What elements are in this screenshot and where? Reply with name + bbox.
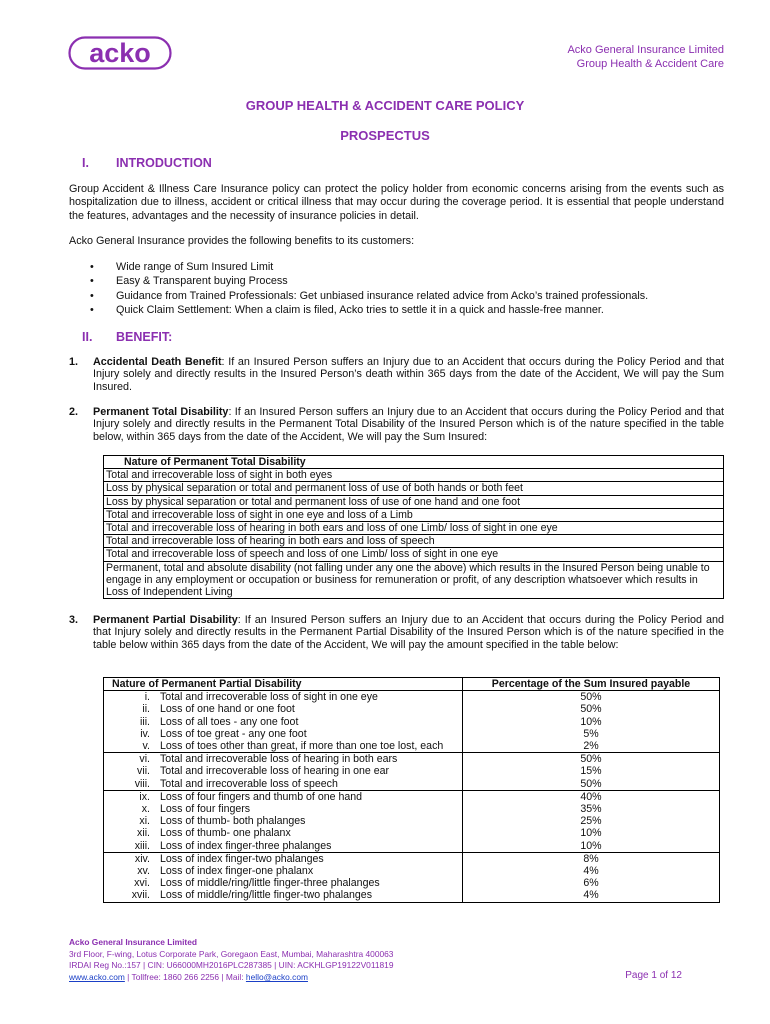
row-description: Loss of all toes - any one foot bbox=[158, 716, 463, 728]
table-row bbox=[104, 508, 724, 521]
row-percentage: 40% bbox=[463, 790, 720, 803]
table-cell: Total and irrecoverable loss of hearing in both ears and loss of speech bbox=[104, 535, 724, 548]
intro-paragraph: Group Accident & Illness Care Insurance policy can protect the policy holder from economic concerns arising from the events such as hospitalization due to illness, accident or critical illness that may occur during the coverage period. It is essential that people understand the features, advantages and the necessity of insurance policies in detail. bbox=[69, 183, 724, 222]
table-row bbox=[104, 753, 720, 766]
table-row bbox=[104, 740, 720, 753]
table-row bbox=[104, 877, 720, 889]
table-row bbox=[104, 815, 720, 827]
row-number: xi. bbox=[139, 815, 150, 828]
section-benefit-heading bbox=[82, 330, 172, 344]
row-description: Total and irrecoverable loss of hearing in one ear bbox=[158, 765, 463, 777]
row-description: Total and irrecoverable loss of speech bbox=[158, 778, 463, 791]
document-subtitle: PROSPECTUS bbox=[340, 128, 430, 143]
row-percentage: 50% bbox=[580, 703, 602, 716]
row-description: Loss of middle/ring/little finger-two phalanges bbox=[158, 889, 463, 902]
table-row bbox=[104, 765, 720, 777]
row-percentage: 8% bbox=[463, 852, 720, 865]
ptd-table-header: Nature of Permanent Total Disability bbox=[104, 456, 724, 469]
table-row bbox=[104, 535, 724, 548]
row-percentage: 10% bbox=[580, 839, 602, 852]
row-number: xv. bbox=[137, 865, 150, 878]
row-description: Loss of one hand or one foot bbox=[158, 703, 463, 715]
table-cell: Total and irrecoverable loss of sight in one eye and loss of a Limb bbox=[104, 508, 724, 521]
row-description: Loss of index finger-three phalanges bbox=[158, 840, 463, 853]
benefit-permanent-total-disability bbox=[69, 406, 724, 443]
row-number: xiv. bbox=[104, 852, 159, 865]
section-title: INTRODUCTION bbox=[116, 156, 212, 170]
row-description: Loss of middle/ring/little finger-three phalanges bbox=[158, 877, 463, 889]
table-cell: Total and irrecoverable loss of sight in both eyes bbox=[104, 469, 724, 482]
table-row bbox=[104, 852, 720, 865]
row-percentage: 50% bbox=[463, 753, 720, 766]
row-number: v. bbox=[142, 740, 150, 753]
row-percentage: 50% bbox=[580, 691, 602, 704]
ppd-header-percentage: Percentage of the Sum Insured payable bbox=[463, 678, 720, 691]
ppd-header-nature: Nature of Permanent Partial Disability bbox=[104, 678, 463, 691]
table-row bbox=[104, 522, 724, 535]
item-number: 3. bbox=[69, 614, 79, 626]
header-product: Group Health & Accident Care bbox=[576, 58, 724, 70]
section-number: II. bbox=[82, 330, 93, 344]
row-percentage: 4% bbox=[583, 889, 599, 902]
row-description: Loss of index finger-two phalanges bbox=[158, 852, 463, 865]
benefits-intro: Acko General Insurance provides the following benefits to its customers: bbox=[69, 235, 415, 247]
item-number: 1. bbox=[69, 356, 79, 368]
row-number: vi. bbox=[104, 753, 159, 766]
row-description: Loss of index finger-one phalanx bbox=[158, 865, 463, 877]
mail-link[interactable]: hello@acko.com bbox=[245, 971, 308, 982]
footer-tollfree: | Tollfree: 1860 266 2256 | Mail: bbox=[124, 971, 246, 982]
row-percentage: 6% bbox=[583, 877, 599, 890]
item-title: Permanent Partial Disability bbox=[93, 614, 238, 626]
page-label: Page bbox=[625, 970, 652, 981]
benefits-list bbox=[88, 260, 648, 317]
table-row bbox=[104, 790, 720, 803]
page-total: 12 bbox=[670, 970, 682, 981]
page-of: of bbox=[656, 970, 671, 981]
table-row bbox=[104, 469, 724, 482]
row-description: Total and irrecoverable loss of sight in one eye bbox=[158, 691, 463, 704]
row-number: ix. bbox=[104, 790, 159, 803]
benefit-accidental-death bbox=[69, 356, 724, 393]
table-cell: Loss by physical separation or total and permanent loss of use of one hand and one foot bbox=[104, 495, 724, 508]
table-row bbox=[104, 827, 720, 839]
list-item: • Guidance from Trained Professionals: Get unbiased insurance related advice from Acko’s trained professionals. bbox=[88, 289, 648, 303]
table-cell: Total and irrecoverable loss of hearing in both ears and loss of one Limb/ loss of sight in one eye bbox=[104, 522, 724, 535]
row-number: xii. bbox=[137, 827, 150, 840]
table-row bbox=[104, 561, 724, 599]
table-row bbox=[104, 778, 720, 791]
footer-address: 3rd Floor, F-wing, Lotus Corporate Park, Goregaon East, Mumbai, Maharashtra 400063 bbox=[69, 948, 394, 959]
row-percentage: 50% bbox=[580, 777, 602, 790]
item-text: : If an Insured Person suffers an Injury due to an Accident that occurs during the Policy Period and that Injury solely and directly results in the Insured Person’s death within 365 days from the date of the Accident, We will pay the Sum Insured. bbox=[93, 356, 724, 393]
row-percentage: 10% bbox=[580, 827, 602, 840]
row-number: xvi. bbox=[134, 877, 150, 890]
item-title: Permanent Total Disability bbox=[93, 406, 229, 418]
row-number: iv. bbox=[140, 727, 150, 740]
benefit-permanent-partial-disability bbox=[69, 614, 724, 651]
row-number: xiii. bbox=[134, 839, 150, 852]
table-row bbox=[104, 865, 720, 877]
row-number: xvii. bbox=[131, 889, 150, 902]
header-company-block bbox=[567, 43, 724, 71]
table-cell: Permanent, total and absolute disability (not falling under any one the above) which results in the Insured Person being unable to engage in any employment or occupation or business for remuneration or profit, of any description whatsoever which results in Loss of Independent Living bbox=[104, 561, 724, 599]
table-row bbox=[104, 548, 724, 561]
table-row bbox=[104, 691, 720, 704]
row-description: Loss of toe great - any one foot bbox=[158, 728, 463, 740]
item-title: Accidental Death Benefit bbox=[93, 356, 222, 368]
table-row bbox=[104, 728, 720, 740]
header-company: Acko General Insurance Limited bbox=[567, 44, 724, 56]
table-row bbox=[104, 889, 720, 902]
acko-logo bbox=[68, 36, 172, 70]
row-description: Total and irrecoverable loss of hearing in both ears bbox=[158, 753, 463, 766]
table-row bbox=[104, 482, 724, 495]
row-percentage: 2% bbox=[583, 740, 599, 753]
table-row bbox=[104, 803, 720, 815]
section-number: I. bbox=[82, 156, 89, 170]
table-cell: Total and irrecoverable loss of speech and loss of one Limb/ loss of sight in one eye bbox=[104, 548, 724, 561]
footer-contact bbox=[69, 972, 394, 984]
table-row bbox=[104, 840, 720, 853]
logo-text: acko bbox=[89, 38, 151, 68]
row-percentage: 35% bbox=[580, 803, 602, 816]
section-introduction-heading bbox=[82, 156, 212, 170]
row-percentage: 25% bbox=[580, 815, 602, 828]
row-number: ii. bbox=[142, 703, 150, 716]
table-cell: Loss by physical separation or total and permanent loss of use of both hands or both feet bbox=[104, 482, 724, 495]
row-number: vii. bbox=[137, 765, 150, 778]
table-row bbox=[104, 703, 720, 715]
ppd-table-body bbox=[104, 691, 720, 902]
page-number bbox=[625, 970, 682, 981]
row-number: viii. bbox=[134, 777, 150, 790]
row-number: i. bbox=[144, 691, 150, 704]
list-item: • Quick Claim Settlement: When a claim is filed, Acko tries to settle it in a quick and hassle-free manner. bbox=[88, 303, 648, 317]
page-current: 1 bbox=[651, 970, 657, 981]
row-description: Loss of thumb- one phalanx bbox=[158, 827, 463, 839]
item-text: : If an Insured Person suffers an Injury due to an Accident that occurs during the Policy Period and that Injury solely and directly results in the Permanent Total Disability of the Insured Person which is of the nature specified in the table below, within 365 days from the date of the Accident, We will pay the Sum Insured: bbox=[93, 406, 724, 443]
ppd-table bbox=[103, 677, 720, 903]
document-title: GROUP HEALTH & ACCIDENT CARE POLICY bbox=[245, 98, 525, 113]
row-description: Loss of toes other than great, if more than one toe lost, each bbox=[158, 740, 463, 753]
row-percentage: 5% bbox=[583, 727, 599, 740]
list-item: • Wide range of Sum Insured Limit bbox=[88, 260, 648, 274]
footer-company: Acko General Insurance Limited bbox=[69, 937, 197, 947]
footer bbox=[69, 937, 394, 983]
footer-ids: IRDAI Reg No.:157 | CIN: U66000MH2016PLC287385 | UIN: ACKHLGP19122V011819 bbox=[69, 960, 394, 971]
row-percentage: 15% bbox=[580, 765, 602, 778]
row-number: x. bbox=[141, 803, 150, 816]
row-number: iii. bbox=[139, 715, 150, 728]
ptd-table bbox=[103, 455, 724, 599]
section-title: BENEFIT: bbox=[116, 330, 173, 344]
row-description: Loss of four fingers and thumb of one hand bbox=[158, 790, 463, 803]
row-description: Loss of thumb- both phalanges bbox=[158, 815, 463, 827]
website-link[interactable]: www.acko.com bbox=[69, 971, 125, 982]
item-text: : If an Insured Person suffers an Injury due to an Accident that occurs during the Policy Period and that Injury solely and directly results in the Permanent Partial Disability of the Insured Person which is of the nature specified in the table below within 365 days from the date of the Accident, We will pay the amount specified in the table below: bbox=[93, 614, 724, 651]
list-item: • Easy & Transparent buying Process bbox=[88, 274, 648, 288]
row-percentage: 10% bbox=[580, 715, 602, 728]
table-row bbox=[104, 495, 724, 508]
item-number: 2. bbox=[69, 406, 79, 418]
row-percentage: 4% bbox=[583, 865, 599, 878]
row-description: Loss of four fingers bbox=[158, 803, 463, 815]
table-row bbox=[104, 716, 720, 728]
